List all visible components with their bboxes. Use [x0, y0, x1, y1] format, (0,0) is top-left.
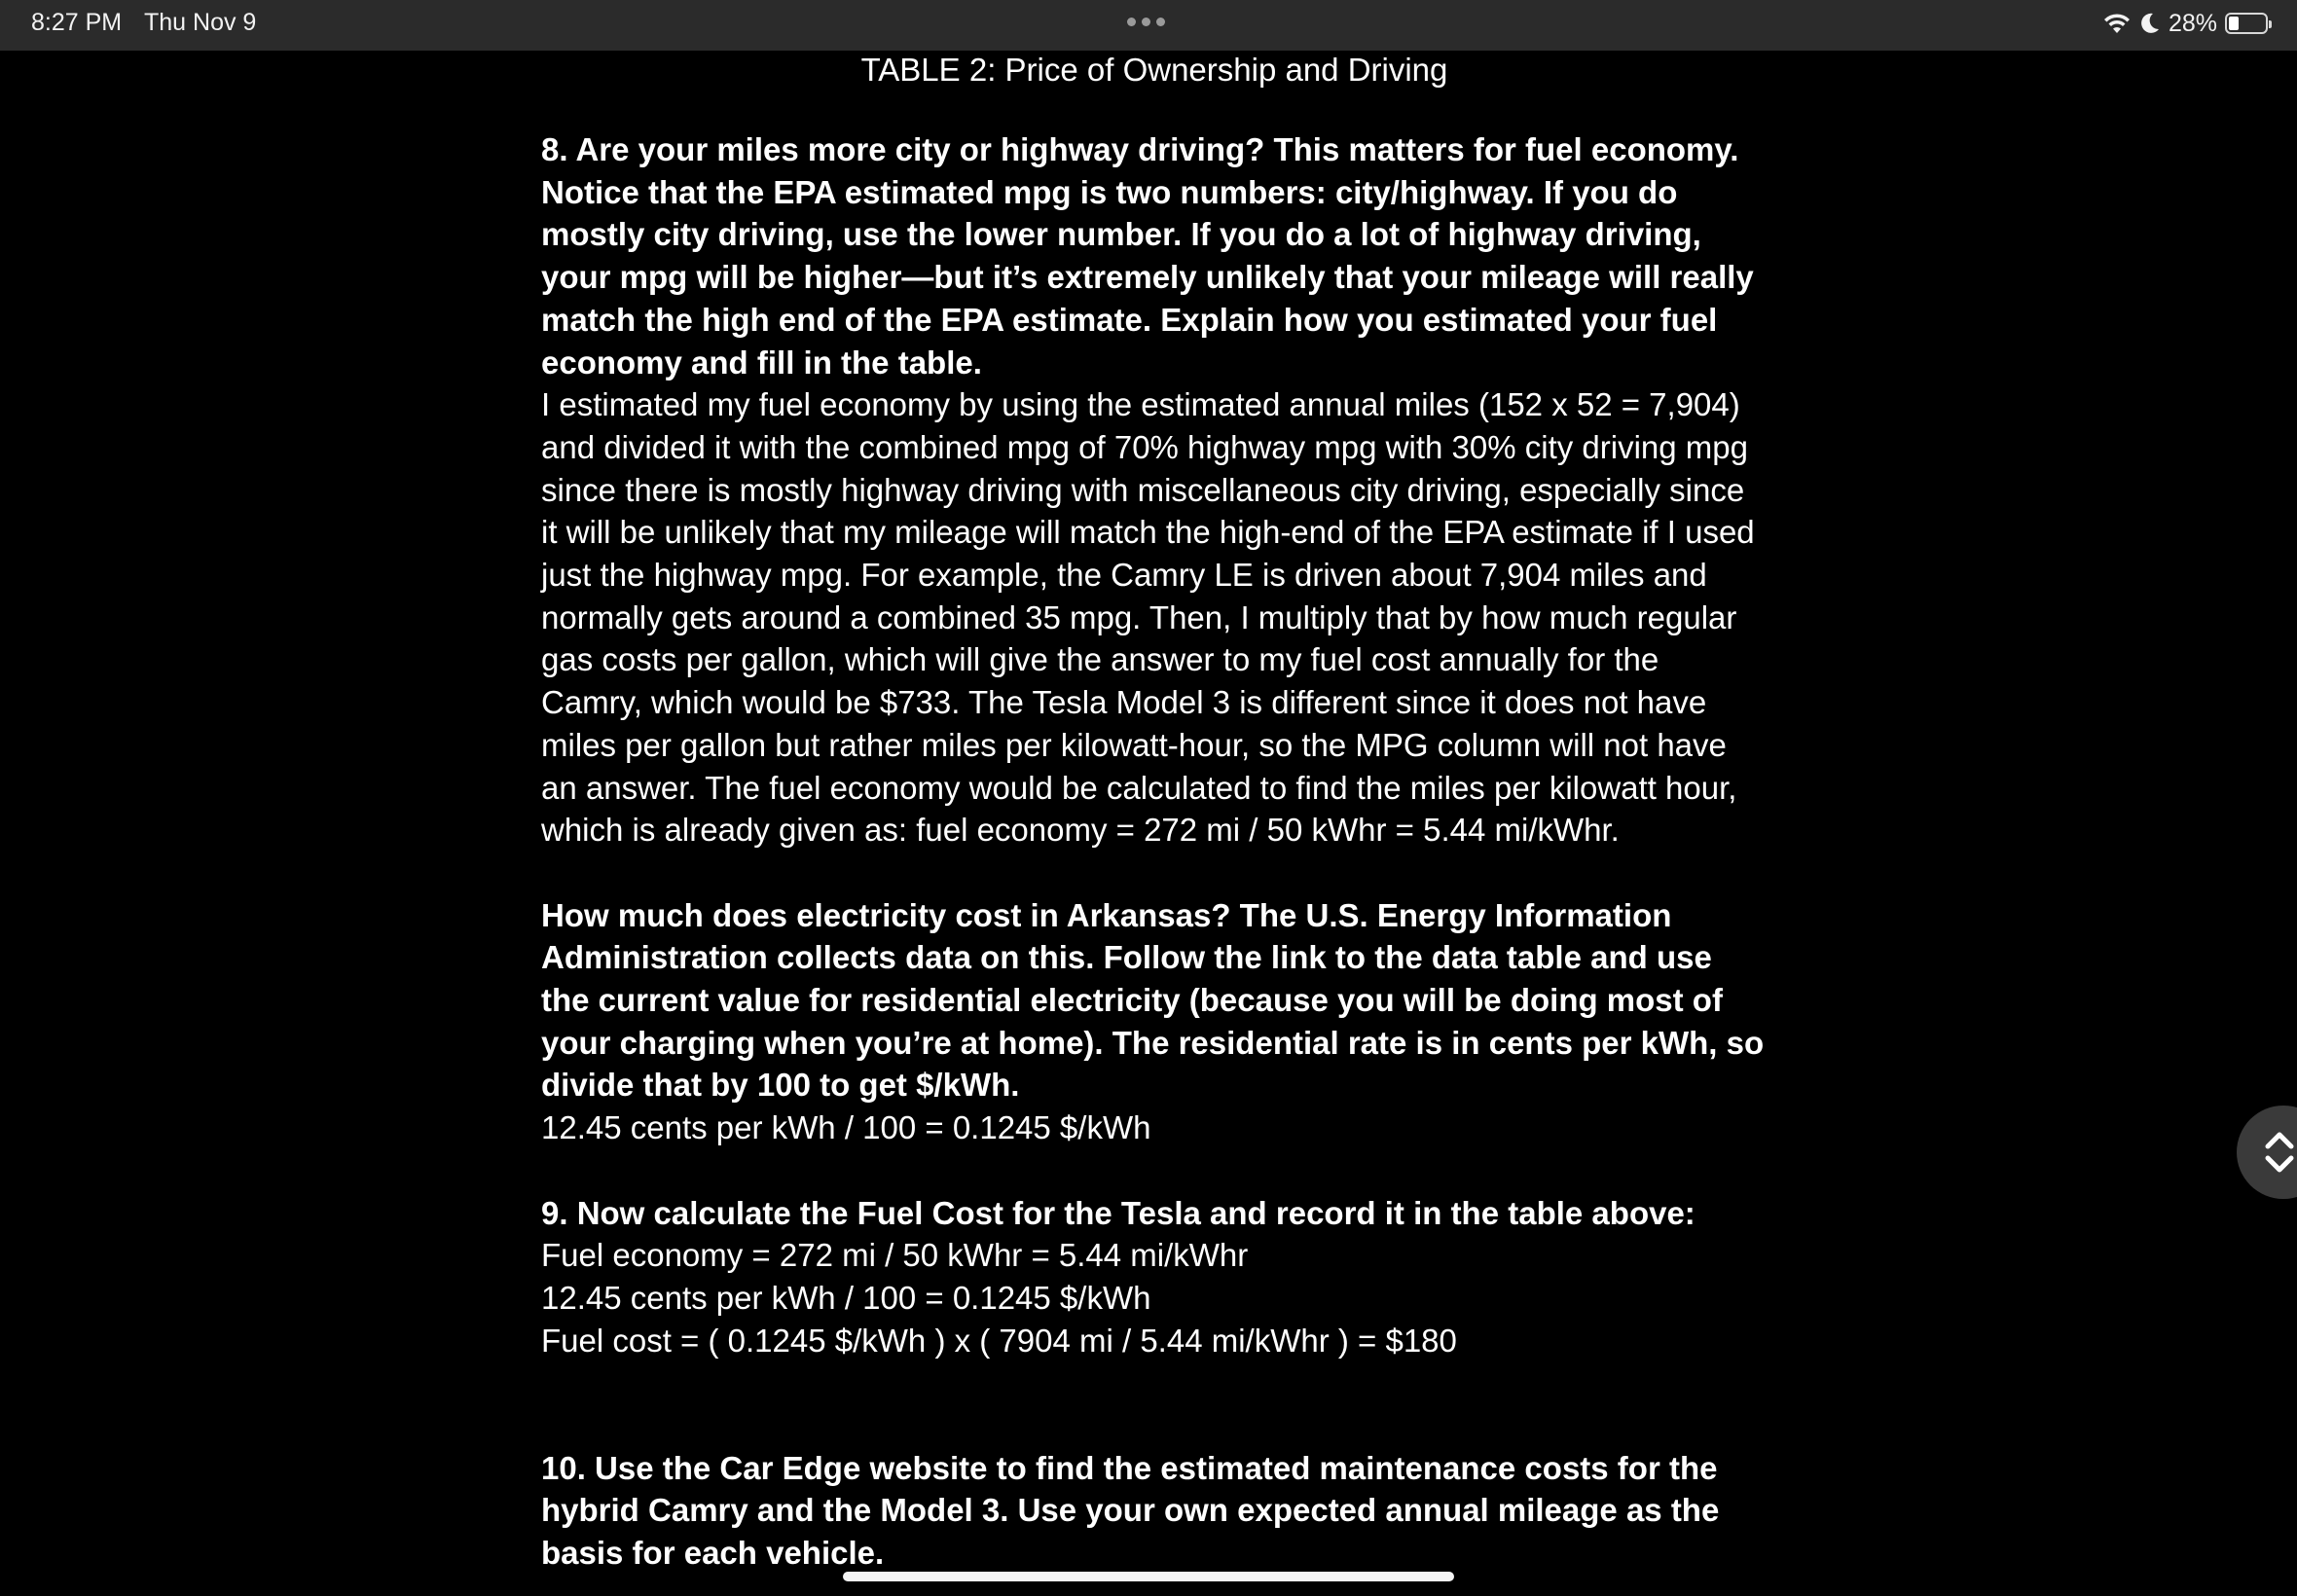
multitasking-menu-button[interactable]	[1127, 18, 1165, 26]
status-bar	[0, 0, 2297, 51]
answer-9-electricity-rate: 12.45 cents per kWh / 100 = 0.1245 $/kWh	[541, 1279, 1151, 1316]
dot-icon	[1142, 18, 1150, 26]
status-indicators	[2102, 8, 2268, 39]
dot-icon	[1156, 18, 1165, 26]
document-page	[541, 49, 1768, 1575]
home-indicator[interactable]	[843, 1572, 1454, 1581]
status-time: 8:27 PM	[31, 9, 123, 36]
electricity-question: How much does electricity cost in Arkansas? The U.S. Energy Information Administration collects data on this. Follow the link to the data table and use the current value for residential electricity (because you will be doing most of your charging when you’re at home). The residential rate is in cents per kWh, so divide that by 100 to get $/kWh.	[541, 896, 1765, 1104]
question-9: 9. Now calculate the Fuel Cost for the Tesla and record it in the table above:	[541, 1194, 1695, 1231]
battery-cap	[2269, 20, 2272, 28]
battery-percent: 28%	[2168, 9, 2217, 37]
answer-9-fuel-economy: Fuel economy = 272 mi / 50 kWhr = 5.44 mi/kWhr	[541, 1237, 1249, 1274]
answer-9-fuel-cost: Fuel cost = ( 0.1245 $/kWh ) x ( 7904 mi / 5.44 mi/kWhr ) = $180	[541, 1322, 1457, 1359]
battery-icon	[2225, 13, 2268, 34]
paragraph-spacer	[541, 1361, 1768, 1446]
question-8: 8. Are your miles more city or highway driving? This matters for fuel economy. Notice that the EPA estimated mpg is two numbers: city/highway. If you do mostly city driving, use the lower number. If you do a lot of highway driving, your mpg will be higher—but it’s extremely unlikely that your mileage will really match the high end of the EPA estimate. Explain how you estimated your fuel economy and fill in the table.	[541, 131, 1754, 381]
paragraph-spacer	[541, 1149, 1768, 1192]
question-10: 10. Use the Car Edge website to find the estimated maintenance costs for the hybrid Camry and the Model 3. Use your own expected annual mileage as the basis for each vehicle.	[541, 1449, 1720, 1572]
table-title: TABLE 2: Price of Ownership and Driving	[860, 52, 1448, 88]
scroll-handle[interactable]	[2237, 1106, 2297, 1199]
chevron-up-icon	[2268, 1135, 2291, 1146]
battery-level	[2229, 17, 2239, 30]
moon-icon	[2139, 12, 2161, 35]
answer-8: I estimated my fuel economy by using the estimated annual miles (152 x 52 = 7,904) and divided it with the combined mpg of 70% highway mpg with 30% city driving mpg since there is mostly highway driving with miscellaneous city driving, especially since it will be unlikely that my mileage will match the high-end of the EPA estimate if I used just the highway mpg. For example, the Camry LE is driven about 7,904 miles and normally gets around a combined 35 mpg. Then, I multiply that by how much regular gas costs per gallon, which will give the answer to my fuel cost annually for the Camry, which would be $733. The Tesla Model 3 is different since it does not have miles per gallon but rather miles per kilowatt-hour, so the MPG column will not have an answer. The fuel economy would be calculated to find the miles per kilowatt hour, which is already given as: fuel economy = 272 mi / 50 kWhr = 5.44 mi/kWhr.	[541, 386, 1755, 849]
dot-icon	[1127, 18, 1136, 26]
wifi-icon	[2102, 12, 2132, 35]
electricity-answer: 12.45 cents per kWh / 100 = 0.1245 $/kWh	[541, 1109, 1151, 1146]
status-date: Thu Nov 9	[144, 9, 257, 36]
paragraph-spacer	[541, 852, 1768, 894]
chevron-down-icon	[2268, 1158, 2291, 1170]
